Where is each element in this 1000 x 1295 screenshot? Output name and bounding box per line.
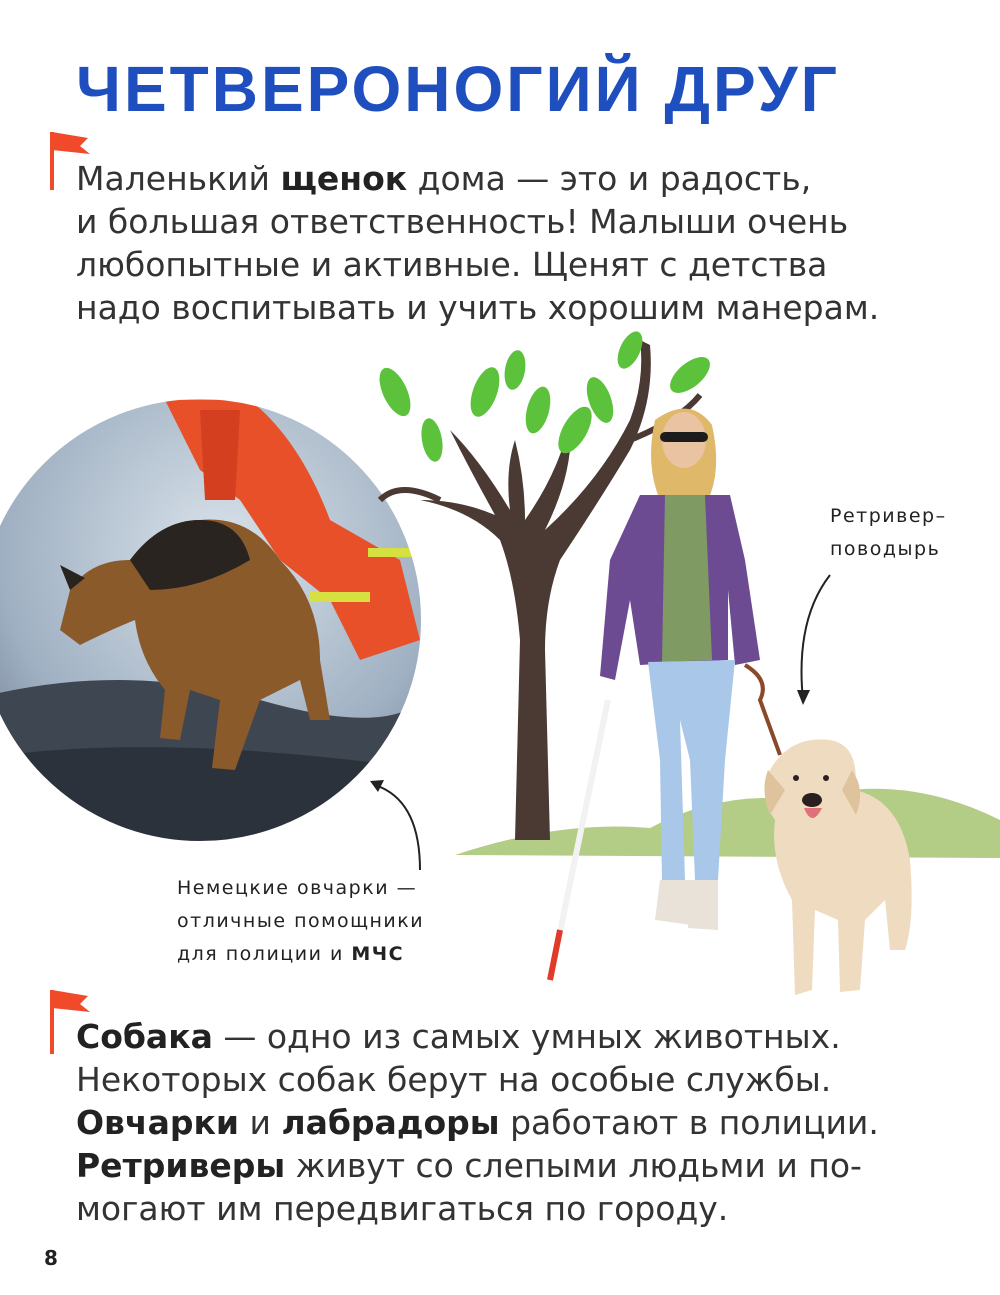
body-line: Овчарки и лабрадоры работают в полиции. bbox=[76, 1103, 879, 1142]
arrow-to-shepherd bbox=[375, 785, 420, 870]
intro-line: и большая ответственность! Малыши очень bbox=[76, 202, 849, 241]
caption-line: для полиции и МЧС bbox=[177, 943, 405, 965]
body-line: Некоторых собак берут на особые службы. bbox=[76, 1060, 832, 1099]
retriever-caption bbox=[830, 500, 947, 566]
page-title: ЧЕТВЕРОНОГИЙ ДРУГ bbox=[76, 53, 840, 125]
body-line: могают им передвигаться по городу. bbox=[76, 1189, 729, 1228]
intro-line: надо воспитывать и учить хорошим манерам. bbox=[76, 288, 880, 327]
caption-line: поводырь bbox=[830, 538, 941, 560]
body-line: Ретриверы живут со слепыми людьми и по- bbox=[76, 1146, 862, 1185]
caption-line: отличные помощники bbox=[177, 910, 425, 932]
rescue-photo bbox=[0, 390, 430, 860]
arrow-to-retriever bbox=[802, 575, 830, 700]
shepherd-caption bbox=[177, 872, 424, 971]
golden-retriever bbox=[764, 739, 911, 995]
body-line: Собака — одно из самых умных животных. bbox=[76, 1017, 841, 1056]
page-number: 8 bbox=[44, 1246, 58, 1270]
intro-line: любопытные и активные. Щенят с детства bbox=[76, 245, 828, 284]
body-paragraph bbox=[76, 1015, 879, 1230]
caption-line: Ретривер– bbox=[830, 505, 947, 527]
caption-line: Немецкие овчарки — bbox=[177, 877, 418, 899]
intro-line: Маленький щенок дома — это и радость, bbox=[76, 159, 812, 198]
